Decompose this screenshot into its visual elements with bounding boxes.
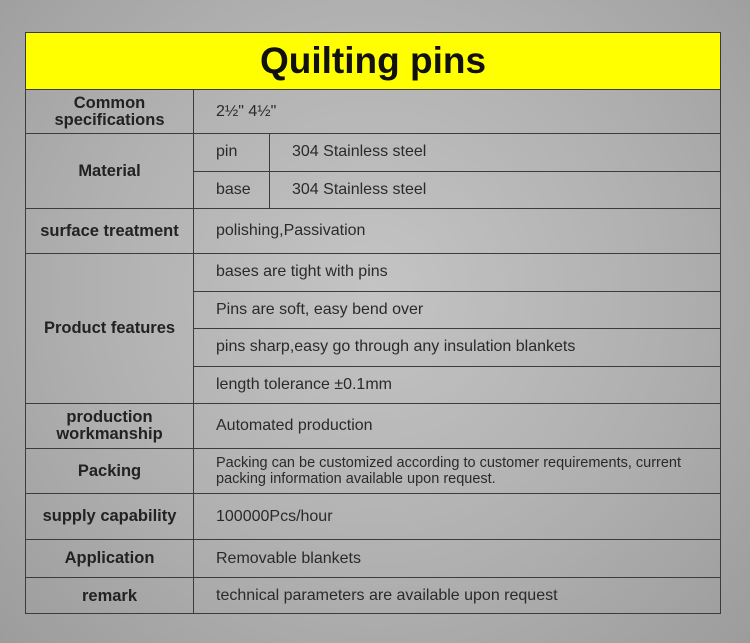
row-value: Packing can be customized according to customer requirements, current packing information available upon request. (216, 455, 682, 487)
row-value: 100000Pcs/hour (216, 507, 333, 525)
row-label: Material (26, 134, 194, 208)
row-value: Removable blankets (216, 549, 361, 567)
row-surface-treatment (26, 209, 720, 254)
row-application (26, 540, 720, 578)
row-product-features (26, 254, 720, 404)
feature-item: pins sharp,easy go through any insulation blankets (194, 329, 720, 367)
row-label: Packing (26, 449, 194, 493)
material-value: 304 Stainless steel (292, 143, 427, 161)
feature-item: bases are tight with pins (194, 254, 720, 292)
row-material (26, 134, 720, 209)
feature-item: length tolerance ±0.1mm (216, 375, 392, 393)
material-key: base (194, 172, 270, 209)
material-key: pin (194, 134, 270, 171)
spec-sheet (25, 32, 721, 614)
row-label: Application (26, 540, 194, 577)
row-value: technical parameters are available upon request (216, 587, 558, 604)
row-label: remark (26, 578, 194, 614)
row-value: polishing,Passivation (216, 222, 366, 239)
material-value: 304 Stainless steel (292, 180, 427, 198)
spec-table (26, 90, 720, 614)
row-label: surface treatment (26, 209, 194, 253)
row-label: supply capability (26, 494, 194, 539)
row-label: Common specifications (26, 90, 194, 133)
row-packing (26, 449, 720, 494)
page-title: Quilting pins (26, 33, 720, 90)
row-value: Automated production (216, 417, 373, 434)
row-common-specifications (26, 90, 720, 134)
row-value: 2½" 4½" (216, 102, 277, 120)
material-item (194, 172, 720, 209)
features-list (194, 254, 720, 403)
row-label: Product features (26, 254, 194, 403)
row-label: production workmanship (26, 404, 194, 448)
material-item (194, 134, 720, 172)
material-subtable (194, 134, 720, 208)
feature-item: Pins are soft, easy bend over (194, 292, 720, 330)
row-remark (26, 578, 720, 614)
row-supply-capability (26, 494, 720, 540)
row-production-workmanship (26, 404, 720, 449)
